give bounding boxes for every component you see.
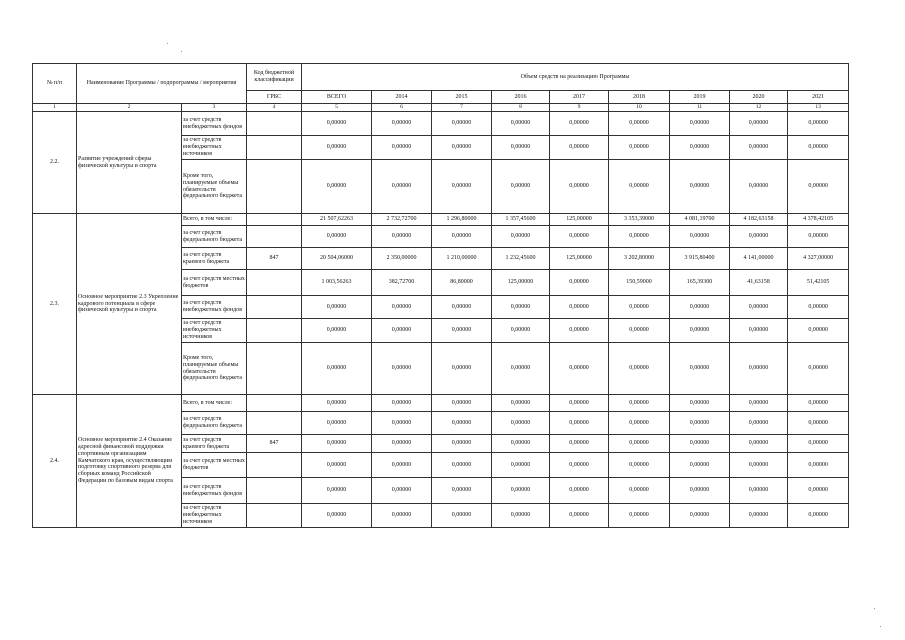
value-year: 4 327,00000	[788, 248, 849, 270]
value-year: 0,00000	[432, 504, 492, 528]
value-total: 0,00000	[302, 395, 372, 412]
value-year: 0,00000	[372, 160, 432, 214]
header-total: ВСЕГО	[302, 91, 372, 104]
value-year: 0,00000	[432, 136, 492, 160]
value-year: 0,00000	[550, 319, 609, 343]
value-year: 0,00000	[730, 319, 788, 343]
value-year: 2 732,72700	[372, 214, 432, 226]
value-year: 0,00000	[492, 343, 550, 395]
value-year: 0,00000	[788, 504, 849, 528]
value-year: 0,00000	[670, 478, 730, 504]
value-year: 0,00000	[730, 226, 788, 248]
value-year: 0,00000	[670, 226, 730, 248]
value-year: 125,00000	[492, 270, 550, 296]
value-year: 0,00000	[730, 478, 788, 504]
funding-source: за счет средств внебюджетных фондов	[182, 478, 247, 504]
funding-source: Всего, в том числе:	[182, 214, 247, 226]
value-year: 51,42105	[788, 270, 849, 296]
header-year: 2021	[788, 91, 849, 104]
value-year: 0,00000	[492, 412, 550, 435]
column-number: 3	[182, 104, 247, 112]
column-number: 4	[247, 104, 302, 112]
value-year: 0,00000	[492, 136, 550, 160]
header-year: 2014	[372, 91, 432, 104]
funding-source: за счет средств местных бюджетов	[182, 453, 247, 478]
value-year: 0,00000	[670, 160, 730, 214]
value-year: 0,00000	[492, 112, 550, 136]
value-year: 0,00000	[372, 112, 432, 136]
header-year: 2016	[492, 91, 550, 104]
header-name: Наименование Программы / подпрограммы / мероприятия	[77, 64, 247, 104]
column-number: 9	[550, 104, 609, 112]
column-number: 10	[609, 104, 670, 112]
value-year: 0,00000	[432, 395, 492, 412]
value-year: 0,00000	[730, 160, 788, 214]
value-year: 0,00000	[372, 504, 432, 528]
value-year: 4 141,00000	[730, 248, 788, 270]
value-year: 1 296,80000	[432, 214, 492, 226]
value-year: 0,00000	[609, 412, 670, 435]
value-year: 0,00000	[788, 226, 849, 248]
value-year: 3 915,80400	[670, 248, 730, 270]
grbs-code	[247, 296, 302, 319]
value-total: 0,00000	[302, 226, 372, 248]
value-total: 0,00000	[302, 136, 372, 160]
header-num: № п/п	[33, 64, 77, 104]
value-year: 0,00000	[788, 395, 849, 412]
value-year: 125,00000	[550, 248, 609, 270]
value-year: 0,00000	[372, 319, 432, 343]
value-year: 0,00000	[372, 136, 432, 160]
funding-source: за счет средств местных бюджетов	[182, 270, 247, 296]
column-number: 13	[788, 104, 849, 112]
value-year: 0,00000	[550, 478, 609, 504]
column-number: 1	[33, 104, 77, 112]
value-total: 0,00000	[302, 319, 372, 343]
value-year: 0,00000	[788, 296, 849, 319]
value-year: 165,39300	[670, 270, 730, 296]
value-total: 20 504,06000	[302, 248, 372, 270]
value-year: 0,00000	[550, 136, 609, 160]
section-number: 2.3.	[33, 214, 77, 395]
value-year: 0,00000	[550, 504, 609, 528]
funding-source: за счет средств внебюджетных источников	[182, 136, 247, 160]
scan-speck	[874, 608, 875, 609]
scan-speck	[880, 626, 881, 627]
value-year: 0,00000	[550, 270, 609, 296]
value-year: 0,00000	[550, 296, 609, 319]
value-year: 0,00000	[609, 160, 670, 214]
column-number: 2	[77, 104, 182, 112]
value-year: 0,00000	[609, 136, 670, 160]
grbs-code	[247, 160, 302, 214]
value-year: 0,00000	[609, 395, 670, 412]
value-year: 0,00000	[609, 343, 670, 395]
value-year: 0,00000	[492, 435, 550, 453]
value-year: 1 210,00000	[432, 248, 492, 270]
value-total: 1 003,56263	[302, 270, 372, 296]
value-year: 0,00000	[788, 160, 849, 214]
section-number: 2.4.	[33, 395, 77, 528]
value-year: 4 081,19700	[670, 214, 730, 226]
value-year: 0,00000	[372, 296, 432, 319]
value-year: 0,00000	[670, 453, 730, 478]
column-number: 12	[730, 104, 788, 112]
header-year: 2018	[609, 91, 670, 104]
value-year: 0,00000	[609, 112, 670, 136]
funding-source: за счет средств внебюджетных источников	[182, 319, 247, 343]
value-total: 21 507,62263	[302, 214, 372, 226]
funding-source: за счет средств внебюджетных фондов	[182, 112, 247, 136]
grbs-code	[247, 478, 302, 504]
value-year: 0,00000	[730, 296, 788, 319]
value-year: 0,00000	[788, 435, 849, 453]
value-year: 0,00000	[550, 453, 609, 478]
value-year: 4 378,42105	[788, 214, 849, 226]
value-year: 0,00000	[670, 112, 730, 136]
value-year: 0,00000	[492, 296, 550, 319]
value-year: 0,00000	[492, 160, 550, 214]
header-grbs: ГРБС	[247, 91, 302, 104]
value-year: 382,72700	[372, 270, 432, 296]
value-year: 0,00000	[609, 478, 670, 504]
value-year: 0,00000	[670, 412, 730, 435]
grbs-code: 847	[247, 248, 302, 270]
grbs-code	[247, 395, 302, 412]
value-total: 0,00000	[302, 504, 372, 528]
value-year: 0,00000	[372, 343, 432, 395]
section-name: Развитие учреждений сферы физической культуры и спорта	[77, 112, 182, 214]
funding-source: Всего, в том числе:	[182, 395, 247, 412]
value-year: 0,00000	[730, 504, 788, 528]
value-year: 0,00000	[372, 412, 432, 435]
value-year: 0,00000	[492, 504, 550, 528]
grbs-code	[247, 226, 302, 248]
header-year: 2015	[432, 91, 492, 104]
table-row	[33, 112, 849, 136]
value-year: 0,00000	[372, 395, 432, 412]
header-volume: Объем средств на реализацию Программы	[302, 64, 849, 91]
header-year: 2019	[670, 91, 730, 104]
table-row	[33, 214, 849, 226]
value-year: 0,00000	[670, 435, 730, 453]
value-year: 0,00000	[670, 319, 730, 343]
value-year: 0,00000	[609, 296, 670, 319]
value-year: 0,00000	[730, 453, 788, 478]
grbs-code	[247, 270, 302, 296]
grbs-code	[247, 319, 302, 343]
value-year: 0,00000	[609, 435, 670, 453]
value-year: 0,00000	[432, 412, 492, 435]
value-year: 2 350,00000	[372, 248, 432, 270]
value-year: 0,00000	[492, 453, 550, 478]
value-year: 1 357,45600	[492, 214, 550, 226]
value-total: 0,00000	[302, 412, 372, 435]
value-total: 0,00000	[302, 343, 372, 395]
value-year: 0,00000	[550, 412, 609, 435]
value-year: 41,63158	[730, 270, 788, 296]
section-number: 2.2.	[33, 112, 77, 214]
value-year: 0,00000	[730, 112, 788, 136]
grbs-code	[247, 214, 302, 226]
value-year: 0,00000	[788, 453, 849, 478]
value-total: 0,00000	[302, 112, 372, 136]
column-number: 6	[372, 104, 432, 112]
table-body	[33, 112, 849, 528]
value-year: 0,00000	[432, 226, 492, 248]
funding-source: за счет средств краевого бюджета	[182, 435, 247, 453]
value-total: 0,00000	[302, 160, 372, 214]
value-year: 0,00000	[730, 343, 788, 395]
table-header	[33, 64, 849, 112]
scan-speck	[167, 43, 168, 44]
funding-source: за счет средств федерального бюджета	[182, 226, 247, 248]
value-year: 0,00000	[670, 296, 730, 319]
value-year: 0,00000	[788, 112, 849, 136]
grbs-code	[247, 112, 302, 136]
value-year: 0,00000	[550, 160, 609, 214]
value-year: 0,00000	[372, 453, 432, 478]
column-number: 11	[670, 104, 730, 112]
value-year: 0,00000	[492, 226, 550, 248]
value-year: 0,00000	[730, 412, 788, 435]
value-year: 4 182,63158	[730, 214, 788, 226]
value-year: 0,00000	[492, 319, 550, 343]
value-total: 0,00000	[302, 296, 372, 319]
funding-source: за счет средств краевого бюджета	[182, 248, 247, 270]
value-year: 0,00000	[432, 319, 492, 343]
value-total: 0,00000	[302, 435, 372, 453]
value-year: 0,00000	[550, 226, 609, 248]
value-year: 0,00000	[730, 395, 788, 412]
header-year: 2017	[550, 91, 609, 104]
value-year: 0,00000	[788, 319, 849, 343]
value-year: 0,00000	[788, 343, 849, 395]
value-year: 125,00000	[550, 214, 609, 226]
value-year: 0,00000	[670, 504, 730, 528]
value-year: 0,00000	[609, 226, 670, 248]
value-year: 1 232,45600	[492, 248, 550, 270]
value-year: 0,00000	[550, 112, 609, 136]
header-year: 2020	[730, 91, 788, 104]
value-year: 0,00000	[432, 160, 492, 214]
value-year: 0,00000	[372, 478, 432, 504]
value-year: 0,00000	[730, 435, 788, 453]
value-year: 0,00000	[788, 136, 849, 160]
header-code: Код бюджетной классификации	[247, 64, 302, 91]
value-year: 0,00000	[432, 435, 492, 453]
funding-source: за счет средств внебюджетных фондов	[182, 296, 247, 319]
value-year: 0,00000	[788, 478, 849, 504]
section-name: Основное мероприятие 2.4 Оказание адресной финансовой поддержки спортивным организациям Камчатского края, осуществляющим подготовку спортивного резерва для сборных команд Российской Федерации по базовым видам спорта	[77, 395, 182, 528]
value-year: 0,00000	[609, 453, 670, 478]
value-total: 0,00000	[302, 478, 372, 504]
value-year: 0,00000	[670, 343, 730, 395]
grbs-code	[247, 343, 302, 395]
column-number: 8	[492, 104, 550, 112]
value-year: 0,00000	[788, 412, 849, 435]
funding-source: Кроме того, планируемые объемы обязательств федерального бюджета	[182, 343, 247, 395]
value-year: 0,00000	[670, 136, 730, 160]
value-year: 3 353,39000	[609, 214, 670, 226]
section-name: Основное мероприятие 2.3 Укрепление кадрового потенциала в сфере физической культуры и спорта	[77, 214, 182, 395]
column-number: 5	[302, 104, 372, 112]
value-year: 0,00000	[670, 395, 730, 412]
value-year: 150,59000	[609, 270, 670, 296]
grbs-code: 847	[247, 435, 302, 453]
value-year: 0,00000	[550, 435, 609, 453]
value-year: 0,00000	[432, 112, 492, 136]
value-year: 0,00000	[492, 478, 550, 504]
value-year: 0,00000	[550, 395, 609, 412]
funding-source: за счет средств федерального бюджета	[182, 412, 247, 435]
column-numbers-row	[33, 104, 849, 112]
value-year: 0,00000	[550, 343, 609, 395]
value-year: 3 202,80000	[609, 248, 670, 270]
value-year: 0,00000	[372, 435, 432, 453]
value-year: 86,80000	[432, 270, 492, 296]
grbs-code	[247, 136, 302, 160]
value-year: 0,00000	[432, 453, 492, 478]
value-year: 0,00000	[609, 504, 670, 528]
value-year: 0,00000	[372, 226, 432, 248]
grbs-code	[247, 412, 302, 435]
grbs-code	[247, 504, 302, 528]
scan-speck	[181, 51, 182, 52]
value-year: 0,00000	[432, 478, 492, 504]
value-year: 0,00000	[730, 136, 788, 160]
budget-table	[32, 63, 849, 528]
column-number: 7	[432, 104, 492, 112]
value-total: 0,00000	[302, 453, 372, 478]
value-year: 0,00000	[609, 319, 670, 343]
value-year: 0,00000	[492, 395, 550, 412]
table-row	[33, 395, 849, 412]
funding-source: за счет средств внебюджетных источников	[182, 504, 247, 528]
value-year: 0,00000	[432, 296, 492, 319]
funding-source: Кроме того, планируемые объемы обязательств федерального бюджета	[182, 160, 247, 214]
value-year: 0,00000	[432, 343, 492, 395]
grbs-code	[247, 453, 302, 478]
